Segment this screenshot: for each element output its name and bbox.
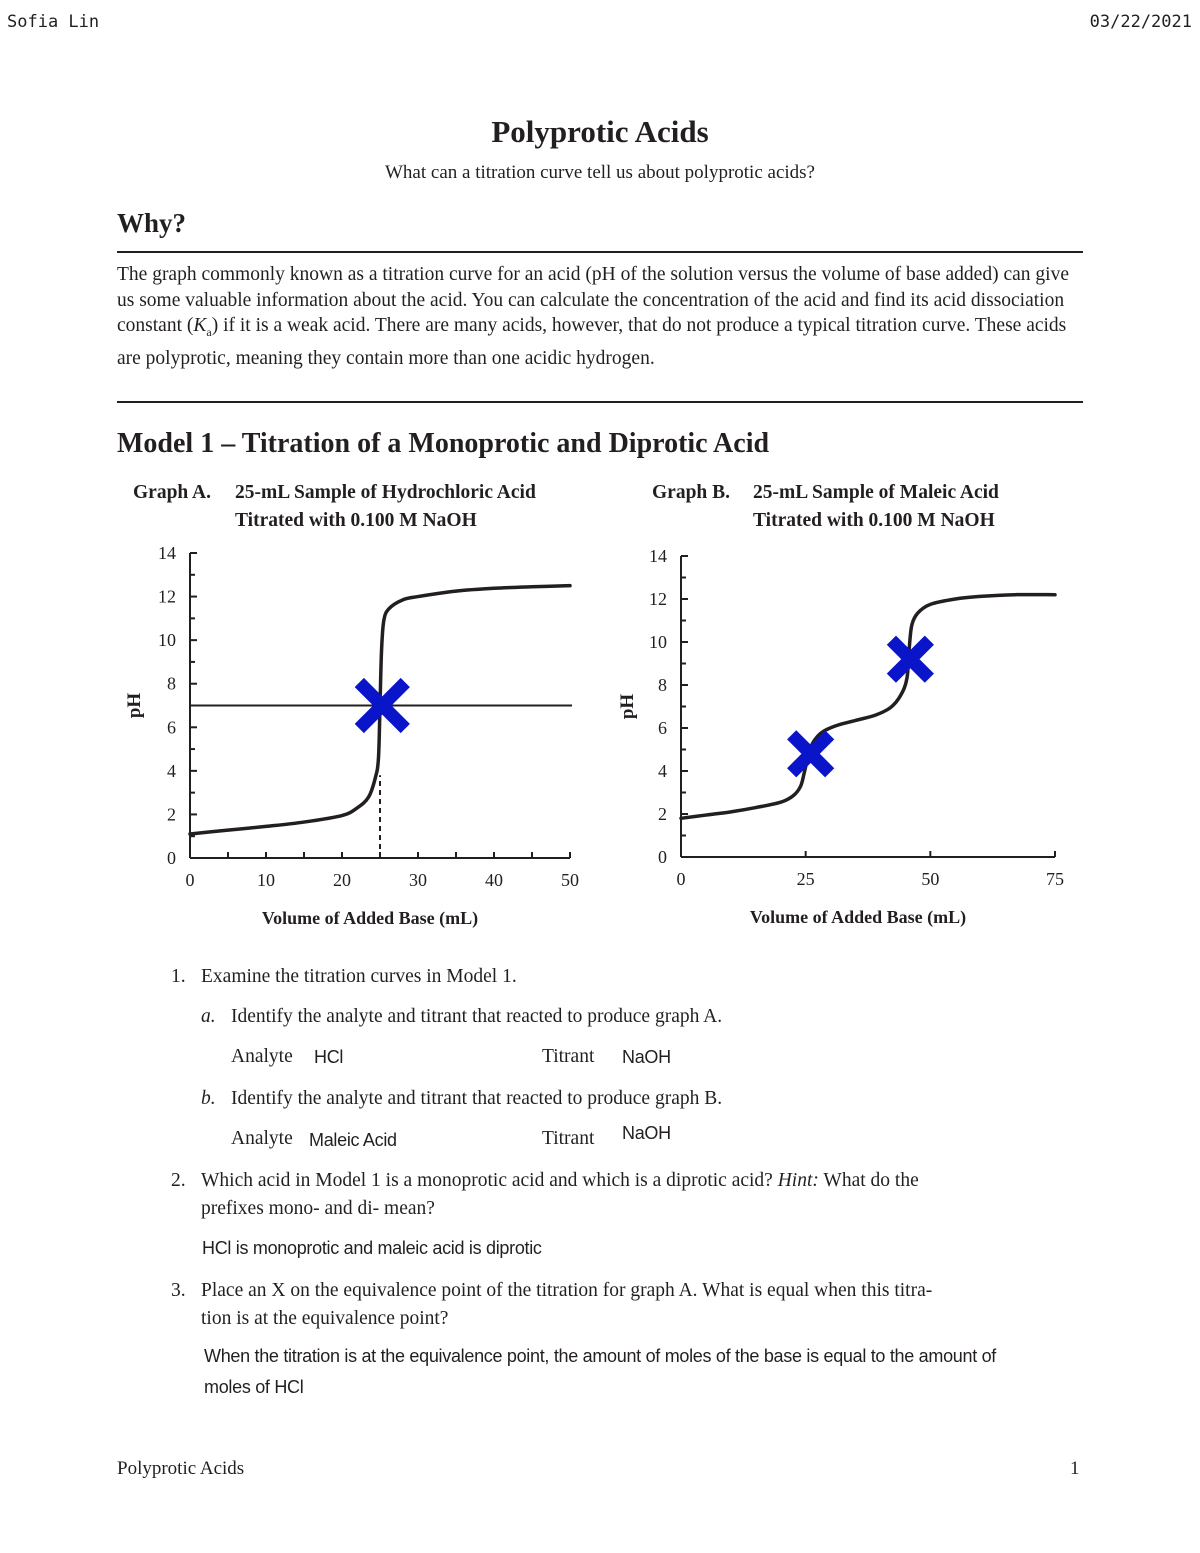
q1b-analyte-label: Analyte bbox=[231, 1128, 293, 1149]
y-tick-label: 8 bbox=[658, 675, 667, 695]
y-axis-label: pH bbox=[617, 693, 638, 720]
why-text-end: ) if it is a weak acid. There are many acids, however, that do not produce a typical titration curve. These acids are polyprotic, meaning they contain more than one acidic hydrogen. bbox=[117, 315, 1067, 369]
q3-answer-line1[interactable]: When the titration is at the equivalence point, the amount of moles of the base is equal to the amount of bbox=[204, 1346, 997, 1366]
x-axis-label: Volume of Added Base (mL) bbox=[749, 907, 967, 927]
q1a-text: Identify the analyte and titrant that reacted to produce graph A. bbox=[231, 1006, 723, 1027]
x-marker-icon bbox=[792, 735, 830, 773]
q1b-titrant-label: Titrant bbox=[542, 1128, 595, 1149]
x-tick-label: 25 bbox=[796, 869, 815, 889]
y-tick-label: 12 bbox=[158, 586, 176, 607]
q1a-analyte-answer[interactable]: HCl bbox=[314, 1047, 344, 1067]
q2-answer[interactable]: HCl is monoprotic and maleic acid is diprotic bbox=[202, 1238, 542, 1258]
q1b-titrant-answer[interactable]: NaOH bbox=[622, 1123, 671, 1143]
why-text: The graph commonly known as a titration curve for an acid (pH of the solution versus the volume of base added) can give us some valuable information about the acid. You can calculate the concentration of the acid and find its acid dissociation constant ( bbox=[117, 264, 1069, 337]
graph-a-title-1: 25-mL Sample of Hydrochloric Acid bbox=[235, 482, 536, 503]
q2-text-line2: prefixes mono- and di- mean? bbox=[201, 1198, 435, 1219]
y-tick-label: 12 bbox=[649, 589, 667, 609]
q3-text-line2: tion is at the equivalence point? bbox=[201, 1308, 449, 1329]
y-tick-label: 0 bbox=[167, 848, 176, 868]
q1a-titrant-answer[interactable]: NaOH bbox=[622, 1047, 671, 1067]
y-tick-label: 10 bbox=[158, 630, 176, 651]
titration-curve bbox=[681, 595, 1055, 819]
student-name: Sofia Lin bbox=[7, 12, 100, 32]
page-subtitle: What can a titration curve tell us about polyprotic acids? bbox=[385, 162, 815, 183]
y-tick-label: 2 bbox=[167, 804, 176, 825]
q2-question: Which acid in Model 1 is a monoprotic acid and which is a diprotic acid? bbox=[201, 1170, 773, 1191]
y-tick-label: 14 bbox=[649, 546, 667, 566]
y-tick-label: 6 bbox=[658, 718, 667, 738]
k-subscript: a bbox=[206, 325, 212, 340]
x-tick-label: 10 bbox=[257, 870, 275, 890]
q2-number: 2. bbox=[171, 1170, 186, 1191]
q1b-analyte-answer[interactable]: Maleic Acid bbox=[309, 1130, 397, 1150]
q1-number: 1. bbox=[171, 966, 186, 987]
q2-text bbox=[201, 1170, 919, 1192]
graph-a-title-2: Titrated with 0.100 M NaOH bbox=[235, 510, 477, 531]
q3-answer-line2[interactable]: moles of HCl bbox=[204, 1377, 304, 1397]
q1-text: Examine the titration curves in Model 1. bbox=[201, 966, 517, 987]
y-tick-label: 4 bbox=[167, 760, 176, 781]
q1a-analyte-label: Analyte bbox=[231, 1046, 293, 1067]
k-symbol: K bbox=[193, 315, 207, 337]
x-tick-label: 50 bbox=[561, 870, 579, 890]
date: 03/22/2021 bbox=[1089, 12, 1192, 32]
model1-heading: Model 1 – Titration of a Monoprotic and Diprotic Acid bbox=[117, 428, 770, 459]
why-heading: Why? bbox=[117, 208, 187, 238]
q1b-letter: b. bbox=[201, 1088, 216, 1109]
footer-title: Polyprotic Acids bbox=[117, 1458, 245, 1479]
y-tick-label: 6 bbox=[167, 717, 176, 738]
graph-b-title-1: 25-mL Sample of Maleic Acid bbox=[753, 482, 999, 503]
x-tick-label: 40 bbox=[485, 870, 503, 890]
graph-a-label: Graph A. bbox=[133, 482, 212, 503]
x-tick-label: 20 bbox=[333, 870, 351, 890]
y-tick-label: 2 bbox=[658, 804, 667, 824]
x-tick-label: 30 bbox=[409, 870, 427, 890]
y-tick-label: 8 bbox=[167, 673, 176, 694]
x-axis-label: Volume of Added Base (mL) bbox=[261, 908, 479, 928]
q1a-titrant-label: Titrant bbox=[542, 1046, 595, 1067]
q2-hint-label: Hint: bbox=[777, 1170, 819, 1191]
y-tick-label: 4 bbox=[658, 761, 667, 781]
x-tick-label: 75 bbox=[1046, 869, 1064, 889]
y-axis-label: pH bbox=[124, 692, 145, 719]
y-tick-label: 0 bbox=[658, 847, 667, 867]
y-tick-label: 10 bbox=[649, 632, 667, 652]
q3-number: 3. bbox=[171, 1280, 186, 1301]
graph-b-title-2: Titrated with 0.100 M NaOH bbox=[753, 510, 995, 531]
q3-text-line1: Place an X on the equivalence point of the titration for graph A. What is equal when this titra- bbox=[201, 1280, 933, 1301]
x-tick-label: 0 bbox=[185, 870, 195, 890]
x-tick-label: 0 bbox=[676, 869, 686, 889]
y-tick-label: 14 bbox=[158, 543, 176, 563]
graph-b-label: Graph B. bbox=[652, 482, 731, 503]
page-number: 1 bbox=[1070, 1458, 1080, 1479]
q1a-letter: a. bbox=[201, 1006, 216, 1027]
x-tick-label: 50 bbox=[921, 869, 940, 889]
page-title: Polyprotic Acids bbox=[491, 114, 709, 149]
q1b-text: Identify the analyte and titrant that reacted to produce graph B. bbox=[231, 1088, 723, 1109]
q2-hint-text: What do the bbox=[823, 1170, 919, 1191]
